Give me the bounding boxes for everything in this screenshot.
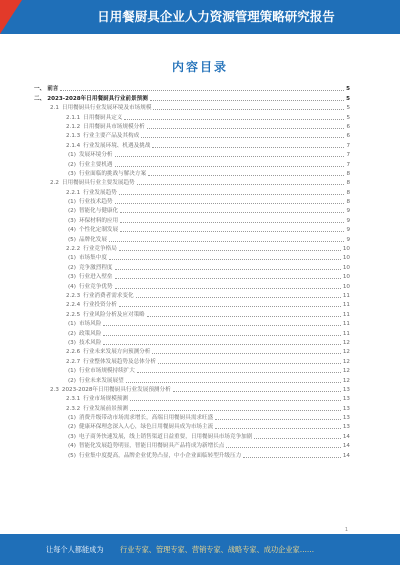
toc-entry[interactable] bbox=[34, 253, 350, 262]
page-footer bbox=[0, 534, 400, 565]
toc-entry-number: (2) bbox=[68, 377, 76, 384]
toc-entry-number: 2.3 bbox=[50, 386, 59, 393]
toc-entry-text: 行业竞争格局 bbox=[83, 246, 117, 253]
toc-leader-dots bbox=[215, 428, 341, 429]
toc-leader-dots bbox=[147, 128, 345, 129]
toc-entry-page: 11 bbox=[342, 330, 350, 337]
toc-leader-dots bbox=[126, 382, 341, 383]
toc-leader-dots bbox=[141, 137, 344, 138]
toc-entry-number: 2.2.2 bbox=[66, 246, 81, 253]
toc-entry-page: 5 bbox=[346, 114, 350, 121]
toc-entry[interactable] bbox=[34, 366, 350, 375]
toc-entry-number: (1) bbox=[68, 415, 76, 422]
page-header bbox=[0, 0, 400, 34]
toc-entry[interactable] bbox=[34, 403, 350, 412]
toc-entry-text: 智能化与健康化 bbox=[78, 208, 119, 215]
toc-entry[interactable] bbox=[34, 140, 350, 149]
toc-entry[interactable] bbox=[34, 84, 350, 93]
toc-leader-dots bbox=[173, 391, 341, 392]
toc-entry[interactable] bbox=[34, 413, 350, 422]
toc-entry-text: 行业市场规模持续扩大 bbox=[78, 368, 135, 375]
toc-entry-text: 日用餐厨具定义 bbox=[83, 114, 123, 121]
toc-entry-number: (5) bbox=[68, 236, 76, 243]
toc-leader-dots bbox=[137, 372, 341, 373]
toc-entry-text: 个性化定制发展 bbox=[78, 227, 119, 234]
toc-entry-number: 2.1.4 bbox=[66, 142, 81, 149]
toc-entry-page: 10 bbox=[342, 246, 350, 253]
toc-entry-text: 2023-2028年日用餐厨具行业发展预测分析 bbox=[61, 386, 171, 393]
toc-entry-number: (3) bbox=[68, 170, 76, 177]
toc-entry[interactable] bbox=[34, 356, 350, 365]
toc-entry-page: 10 bbox=[342, 264, 350, 271]
toc-entry[interactable] bbox=[34, 234, 350, 243]
toc-leader-dots bbox=[115, 278, 341, 279]
toc-entry-page: 13 bbox=[342, 405, 350, 412]
toc-leader-dots bbox=[130, 400, 341, 401]
toc-leader-dots bbox=[120, 212, 344, 213]
toc-entry-page: 5 bbox=[346, 95, 350, 102]
toc-entry-text: 行业投资分析 bbox=[83, 302, 117, 309]
toc-entry[interactable] bbox=[34, 281, 350, 290]
toc-entry[interactable] bbox=[34, 291, 350, 300]
toc-entry-text: 行业风险分析及应对策略 bbox=[83, 311, 145, 318]
toc-entry[interactable] bbox=[34, 422, 350, 431]
header-accent-corner bbox=[0, 0, 22, 34]
toc-entry[interactable] bbox=[34, 244, 350, 253]
toc-entry-page: 6 bbox=[346, 133, 350, 140]
toc-entry-page: 5 bbox=[346, 86, 350, 93]
toc-entry-number: (1) bbox=[68, 321, 76, 328]
toc-entry-number: 2.1.2 bbox=[66, 123, 81, 130]
toc-entry-number: 二、 bbox=[34, 95, 46, 102]
toc-entry-page: 14 bbox=[342, 433, 350, 440]
toc-entry-text: 日用餐厨具行业发展环境及市场规模 bbox=[61, 105, 152, 112]
toc-entry-text: 行业未来发展方向预测分析 bbox=[83, 349, 151, 356]
toc-leader-dots bbox=[147, 316, 341, 317]
toc-entry-page: 7 bbox=[346, 152, 350, 159]
page-number: 1 bbox=[344, 527, 348, 533]
toc-entry-page: 14 bbox=[342, 452, 350, 459]
toc-entry-text: 日用餐厨具市场规模分析 bbox=[83, 123, 145, 130]
toc-entry-number: 2.1.3 bbox=[66, 133, 81, 140]
toc-entry-page: 9 bbox=[346, 227, 350, 234]
toc-entry[interactable] bbox=[34, 93, 350, 102]
toc-leader-dots bbox=[124, 119, 344, 120]
toc-entry-number: 2.3.2 bbox=[66, 405, 81, 412]
toc-entry-text: 行业市场规模预测 bbox=[83, 396, 128, 403]
toc-entry-number: 2.2.3 bbox=[66, 292, 81, 299]
toc-entry-text: 行业进入壁垒 bbox=[78, 274, 113, 281]
toc-leader-dots bbox=[226, 447, 340, 448]
toc-entry-text: 消费升级带动市场需求增长，高端日用餐厨具需求旺盛 bbox=[78, 415, 214, 422]
toc-entry[interactable] bbox=[34, 394, 350, 403]
toc-leader-dots bbox=[158, 363, 341, 364]
toc-leader-dots bbox=[115, 203, 345, 204]
toc-entry-text: 智能化发展趋势明显，智能日用餐厨具产品将成为新增长点 bbox=[78, 443, 225, 450]
toc-leader-dots bbox=[243, 457, 341, 458]
toc-leader-dots bbox=[130, 410, 341, 411]
toc-entry-page: 8 bbox=[346, 199, 350, 206]
footer-roles: 行业专家、管理专家、营销专家、战略专家、成功企业家…… bbox=[120, 545, 315, 554]
toc-entry-text: 技术风险 bbox=[78, 339, 102, 346]
toc-entry[interactable] bbox=[34, 338, 350, 347]
toc-entry[interactable] bbox=[34, 375, 350, 384]
toc-entry-text: 行业发展前景预测 bbox=[83, 405, 128, 412]
toc-entry-page: 8 bbox=[346, 170, 350, 177]
toc-entry-page: 12 bbox=[342, 349, 350, 356]
toc-leader-dots bbox=[150, 100, 344, 101]
toc-entry-text: 前言 bbox=[47, 86, 59, 93]
toc-entry[interactable] bbox=[34, 197, 350, 206]
toc-entry-page: 12 bbox=[342, 377, 350, 384]
toc-entry-page: 13 bbox=[342, 424, 350, 431]
table-of-contents bbox=[34, 84, 350, 460]
toc-entry-number: (5) bbox=[68, 452, 76, 459]
toc-leader-dots bbox=[152, 353, 341, 354]
toc-entry[interactable] bbox=[34, 187, 350, 196]
toc-leader-dots bbox=[60, 90, 344, 91]
toc-entry-number: 2.3.1 bbox=[66, 396, 81, 403]
toc-leader-dots bbox=[136, 297, 341, 298]
toc-entry[interactable] bbox=[34, 215, 350, 224]
toc-entry-number: 2.1.1 bbox=[66, 114, 81, 121]
toc-entry-number: 2.2.6 bbox=[66, 349, 81, 356]
toc-leader-dots bbox=[115, 269, 341, 270]
toc-entry-text: 行业面临的挑战与解决方案 bbox=[78, 170, 147, 177]
toc-entry-number: (2) bbox=[68, 208, 76, 215]
toc-entry[interactable] bbox=[34, 159, 350, 168]
toc-entry-text: 行业竞争优势 bbox=[78, 283, 113, 290]
toc-leader-dots bbox=[119, 194, 345, 195]
toc-entry-number: (3) bbox=[68, 274, 76, 281]
toc-entry-number: (2) bbox=[68, 330, 76, 337]
toc-leader-dots bbox=[115, 156, 345, 157]
toc-entry-text: 健康环保理念深入人心，绿色日用餐厨具成为市场主流 bbox=[78, 424, 214, 431]
toc-entry[interactable] bbox=[34, 441, 350, 450]
toc-entry[interactable] bbox=[34, 206, 350, 215]
toc-entry-text: 品牌化发展 bbox=[78, 236, 107, 243]
toc-entry-page: 6 bbox=[346, 123, 350, 130]
toc-entry-number: (4) bbox=[68, 443, 76, 450]
toc-entry[interactable] bbox=[34, 225, 350, 234]
toc-entry-number: 一、 bbox=[34, 86, 46, 93]
toc-entry-page: 9 bbox=[346, 208, 350, 215]
toc-entry-text: 电子商务快速发展，线上销售渠道日益重要，日用餐厨具市场竞争加剧 bbox=[78, 433, 253, 440]
toc-entry-page: 12 bbox=[342, 368, 350, 375]
toc-entry-number: (3) bbox=[68, 217, 76, 224]
toc-leader-dots bbox=[119, 250, 341, 251]
toc-entry-text: 发展环境分析 bbox=[78, 152, 113, 159]
toc-entry[interactable] bbox=[34, 103, 350, 112]
toc-entry-page: 12 bbox=[342, 339, 350, 346]
toc-entry-page: 11 bbox=[342, 321, 350, 328]
toc-leader-dots bbox=[115, 166, 345, 167]
toc-entry[interactable] bbox=[34, 178, 350, 187]
toc-entry-page: 11 bbox=[342, 302, 350, 309]
toc-entry-text: 行业未来发展展望 bbox=[78, 377, 124, 384]
toc-entry[interactable] bbox=[34, 309, 350, 318]
toc-leader-dots bbox=[109, 259, 341, 260]
toc-entry-text: 竞争激烈程度 bbox=[78, 264, 113, 271]
toc-leader-dots bbox=[119, 306, 341, 307]
toc-leader-dots bbox=[120, 222, 344, 223]
toc-entry-text: 环保材料的应用 bbox=[78, 217, 119, 224]
toc-entry-number: (1) bbox=[68, 199, 76, 206]
toc-entry-number: 2.1 bbox=[50, 105, 59, 112]
toc-entry-page: 13 bbox=[342, 386, 350, 393]
toc-entry-page: 13 bbox=[342, 415, 350, 422]
toc-entry-text: 政策风险 bbox=[78, 330, 102, 337]
toc-entry-text: 2023-2028年日用餐厨具行业前景预测 bbox=[47, 95, 148, 102]
toc-leader-dots bbox=[120, 231, 344, 232]
toc-entry[interactable] bbox=[34, 122, 350, 131]
toc-entry-page: 10 bbox=[342, 274, 350, 281]
toc-entry[interactable] bbox=[34, 319, 350, 328]
toc-entry[interactable] bbox=[34, 328, 350, 337]
toc-leader-dots bbox=[152, 147, 344, 148]
toc-entry-number: (3) bbox=[68, 433, 76, 440]
toc-entry[interactable] bbox=[34, 150, 350, 159]
toc-entry-number: 2.2.4 bbox=[66, 302, 81, 309]
toc-entry-text: 市场集中度 bbox=[78, 255, 107, 262]
toc-leader-dots bbox=[103, 335, 341, 336]
toc-entry-number: (1) bbox=[68, 368, 76, 375]
toc-entry[interactable] bbox=[34, 262, 350, 271]
toc-leader-dots bbox=[103, 325, 341, 326]
toc-entry[interactable] bbox=[34, 300, 350, 309]
toc-entry-number: (4) bbox=[68, 227, 76, 234]
toc-leader-dots bbox=[137, 184, 345, 185]
toc-entry-page: 7 bbox=[346, 142, 350, 149]
toc-entry-text: 行业整体发展趋势及总体分析 bbox=[83, 358, 156, 365]
toc-leader-dots bbox=[115, 288, 341, 289]
toc-leader-dots bbox=[153, 109, 344, 110]
toc-entry-number: (2) bbox=[68, 424, 76, 431]
toc-entry-number: (2) bbox=[68, 161, 76, 168]
toc-entry[interactable] bbox=[34, 112, 350, 121]
toc-entry-number: 2.2.1 bbox=[66, 189, 81, 196]
toc-entry-page: 8 bbox=[346, 180, 350, 187]
toc-entry-number: (1) bbox=[68, 152, 76, 159]
toc-entry-text: 行业消费者需求变化 bbox=[83, 292, 134, 299]
toc-entry[interactable] bbox=[34, 431, 350, 440]
toc-entry-text: 行业技术趋势 bbox=[78, 199, 113, 206]
toc-entry[interactable] bbox=[34, 169, 350, 178]
toc-entry-text: 市场风险 bbox=[78, 321, 102, 328]
toc-entry-text: 行业主要机遇 bbox=[78, 161, 113, 168]
footer-slogan: 让每个人都能成为 bbox=[46, 545, 104, 554]
toc-leader-dots bbox=[215, 419, 341, 420]
toc-leader-dots bbox=[109, 241, 345, 242]
toc-heading: 内容目录 bbox=[171, 60, 228, 74]
toc-entry-number: (2) bbox=[68, 264, 76, 271]
toc-entry-number: 2.2.7 bbox=[66, 358, 81, 365]
toc-entry-page: 12 bbox=[342, 358, 350, 365]
toc-leader-dots bbox=[254, 438, 341, 439]
toc-entry-text: 行业发展趋势 bbox=[83, 189, 117, 196]
toc-leader-dots bbox=[148, 175, 344, 176]
toc-entry-number: 2.2 bbox=[50, 180, 59, 187]
toc-entry[interactable] bbox=[34, 131, 350, 140]
toc-entry[interactable] bbox=[34, 385, 350, 394]
toc-entry-text: 行业发展环境、机遇及挑战 bbox=[83, 142, 151, 149]
toc-entry-page: 10 bbox=[342, 255, 350, 262]
toc-entry-page: 9 bbox=[346, 217, 350, 224]
toc-entry-number: 2.2.5 bbox=[66, 311, 81, 318]
toc-entry-page: 8 bbox=[346, 189, 350, 196]
toc-entry-text: 行业集中度提高，品牌企业优势凸显，中小企业面临转型升级压力 bbox=[78, 452, 242, 459]
toc-entry-number: (1) bbox=[68, 255, 76, 262]
report-title: 日用餐厨具企业人力资源管理策略研究报告 bbox=[97, 9, 335, 24]
toc-entry[interactable] bbox=[34, 450, 350, 459]
toc-entry-page: 9 bbox=[346, 236, 350, 243]
toc-entry-text: 日用餐厨具行业主要发展趋势 bbox=[61, 180, 135, 187]
toc-entry-number: (4) bbox=[68, 283, 76, 290]
toc-entry-page: 5 bbox=[346, 105, 350, 112]
toc-entry-page: 14 bbox=[342, 443, 350, 450]
toc-entry[interactable] bbox=[34, 347, 350, 356]
toc-entry-text: 行业主要产品及其构成 bbox=[83, 133, 140, 140]
toc-entry[interactable] bbox=[34, 272, 350, 281]
toc-entry-page: 11 bbox=[342, 292, 350, 299]
toc-entry-page: 13 bbox=[342, 396, 350, 403]
toc-entry-page: 11 bbox=[342, 311, 350, 318]
toc-entry-number: (3) bbox=[68, 339, 76, 346]
toc-entry-page: 7 bbox=[346, 161, 350, 168]
toc-leader-dots bbox=[103, 344, 341, 345]
toc-entry-page: 10 bbox=[342, 283, 350, 290]
